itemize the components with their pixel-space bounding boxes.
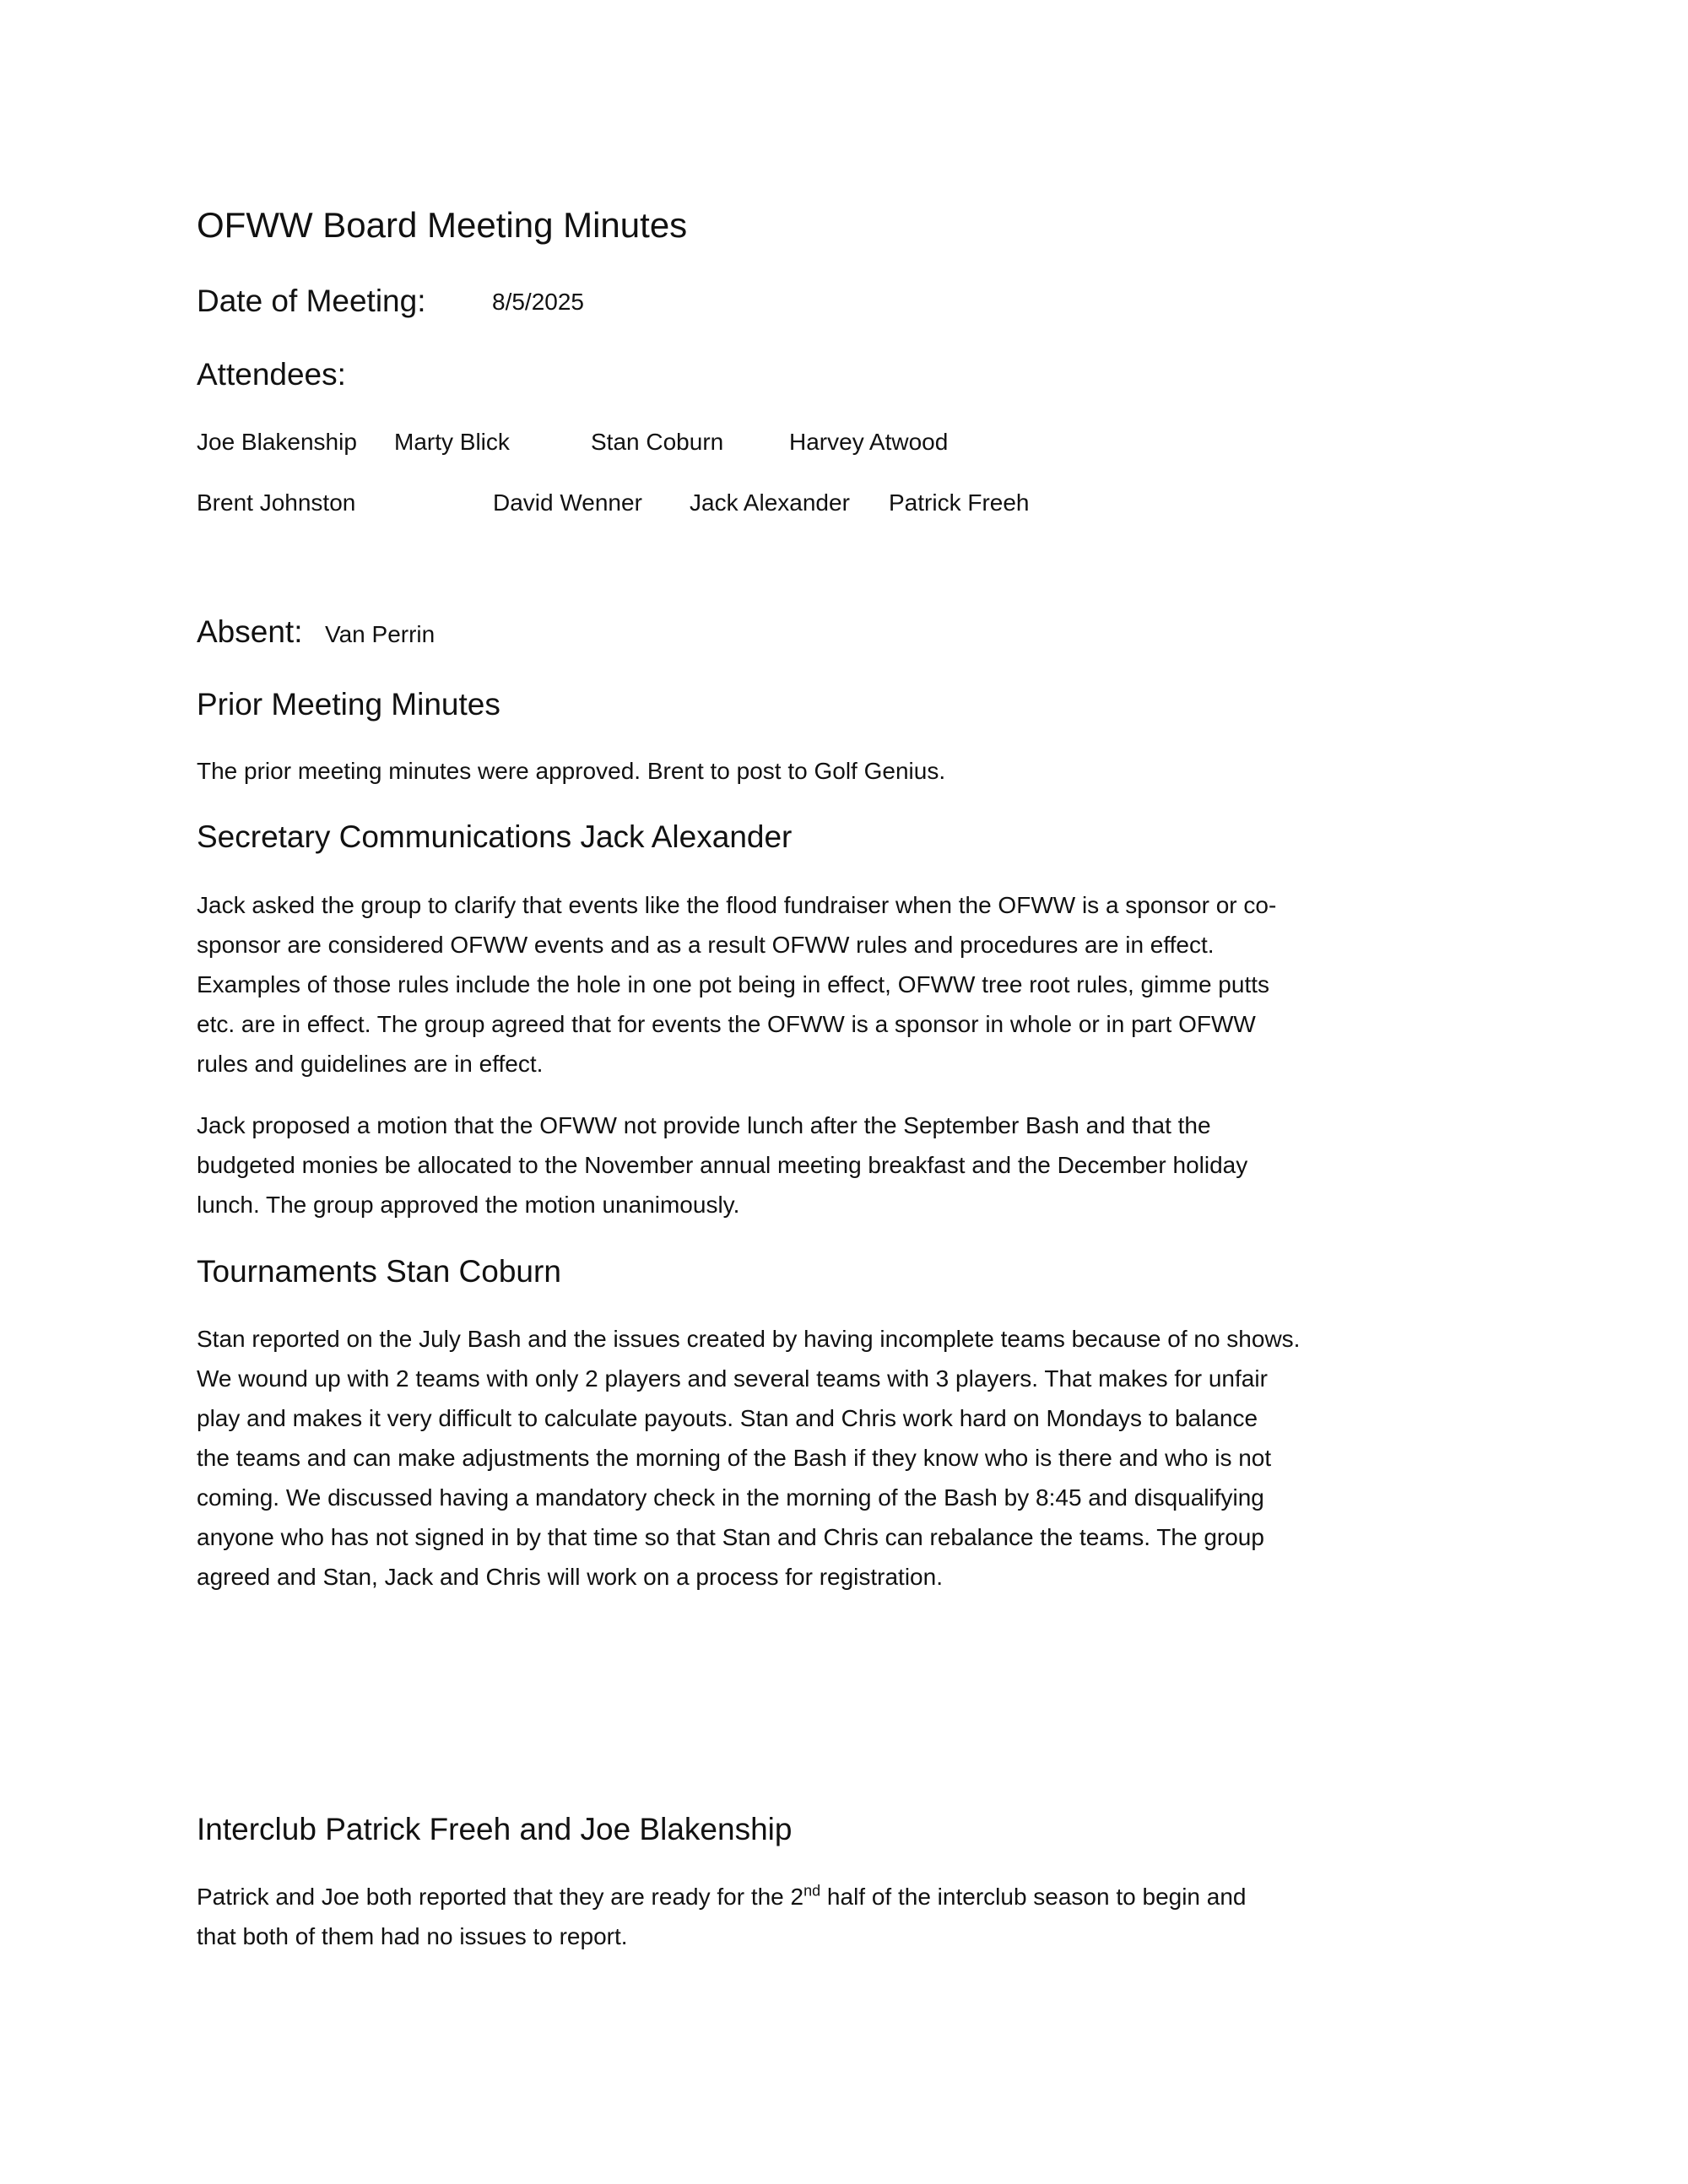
secretary-paragraph-1 [197, 885, 1276, 1084]
text-span: half of the interclub season to begin and [820, 1884, 1247, 1910]
absent-value: Van Perrin [325, 621, 436, 647]
attendees-label: Attendees: [197, 357, 346, 392]
section-heading-interclub: Interclub Patrick Freeh and Joe Blakenship [197, 1812, 793, 1846]
absent-label: Absent: [197, 614, 303, 649]
tournaments-paragraph [197, 1319, 1300, 1597]
section-heading-tournaments: Tournaments Stan Coburn [197, 1254, 561, 1289]
text-line: anyone who has not signed in by that time so that Stan and Chris can rebalance the teams. The group [197, 1524, 1264, 1550]
text-line: Jack asked the group to clarify that events like the flood fundraiser when the OFWW is a sponsor or co- [197, 892, 1277, 918]
attendee: Patrick Freeh [889, 489, 1030, 516]
secretary-paragraph-2 [197, 1106, 1247, 1224]
text-span: Patrick and Joe both reported that they are ready for the 2 [197, 1884, 804, 1910]
attendee: David Wenner [493, 489, 642, 516]
page-title: OFWW Board Meeting Minutes [197, 205, 688, 245]
attendee: Brent Johnston [197, 489, 356, 516]
text-line: sponsor are considered OFWW events and as a result OFWW rules and procedures are in effect. [197, 932, 1215, 958]
attendee: Harvey Atwood [789, 429, 949, 455]
text-line: We wound up with 2 teams with only 2 players and several teams with 3 players. That makes for unfair [197, 1365, 1268, 1392]
attendee: Stan Coburn [591, 429, 724, 455]
date-label: Date of Meeting: [197, 284, 426, 318]
interclub-paragraph [197, 1877, 1247, 1956]
section-heading-secretary: Secretary Communications Jack Alexander [197, 819, 793, 854]
attendee: Joe Blakenship [197, 429, 357, 455]
superscript: nd [803, 1882, 821, 1900]
prior-paragraph [197, 751, 945, 791]
text-line: The prior meeting minutes were approved. Brent to post to Golf Genius. [197, 758, 946, 784]
text-line: etc. are in effect. The group agreed that for events the OFWW is a sponsor in whole or in part OFWW [197, 1011, 1256, 1037]
text-line: agreed and Stan, Jack and Chris will work on a process for registration. [197, 1564, 943, 1590]
attendee: Jack Alexander [690, 489, 850, 516]
section-heading-prior: Prior Meeting Minutes [197, 687, 500, 722]
date-value: 8/5/2025 [492, 289, 584, 315]
text-line: coming. We discussed having a mandatory check in the morning of the Bash by 8:45 and disqualifying [197, 1484, 1264, 1511]
text-line: lunch. The group approved the motion unanimously. [197, 1192, 740, 1218]
text-line: Examples of those rules include the hole in one pot being in effect, OFWW tree root rules, gimme putts [197, 971, 1270, 997]
text-line: that both of them had no issues to report. [197, 1923, 628, 1949]
text-line: Stan reported on the July Bash and the issues created by having incomplete teams because of no shows. [197, 1326, 1301, 1352]
text-line [197, 1877, 1247, 1916]
text-line: play and makes it very difficult to calculate payouts. Stan and Chris work hard on Mondays to balance [197, 1405, 1258, 1431]
text-line: budgeted monies be allocated to the November annual meeting breakfast and the December holiday [197, 1152, 1248, 1178]
text-line: rules and guidelines are in effect. [197, 1051, 544, 1077]
text-line: the teams and can make adjustments the morning of the Bash if they know who is there and who is not [197, 1445, 1272, 1471]
text-line: Jack proposed a motion that the OFWW not provide lunch after the September Bash and that the [197, 1112, 1211, 1138]
attendee: Marty Blick [394, 429, 510, 455]
